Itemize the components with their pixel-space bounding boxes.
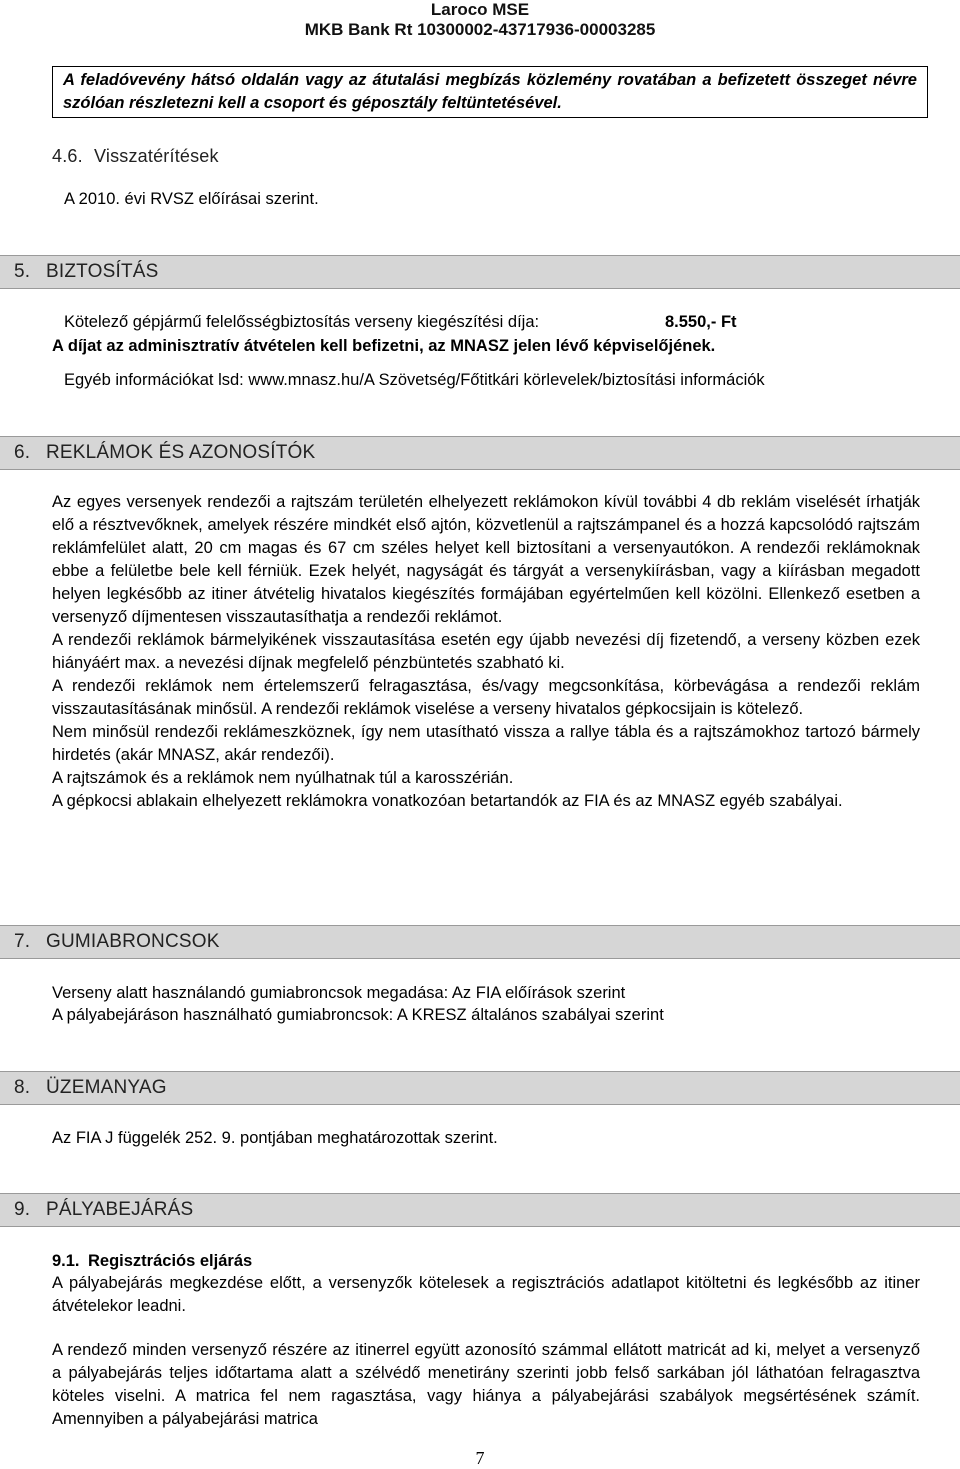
section-title: ÜZEMANYAG <box>46 1077 167 1098</box>
section-title: Visszatérítések <box>94 146 219 166</box>
section-9-heading <box>14 1198 193 1222</box>
tyre-rule-recce: A pályabejáráson használható gumiabroncsok: A KRESZ általános szabályai szerint <box>52 1006 664 1024</box>
org-name: Laroco MSE <box>430 0 530 19</box>
section-title: GUMIABRONCSOK <box>46 931 220 952</box>
paragraph: Nem minősül rendezői reklámeszköznek, így nem utasítható vissza a rallye tábla és a rajtszámokhoz tartozó bármely hirdetés (akár MNASZ, akár rendezői). <box>52 723 920 764</box>
insurance-fee-value: 8.550,- Ft <box>665 313 737 331</box>
section-number: 9. <box>14 1199 31 1220</box>
insurance-payment-note: A díjat az adminisztratív átvételen kell befizetni, az MNASZ jelen lévő képviselőjének. <box>52 337 716 355</box>
insurance-fee-label: Kötelező gépjármű felelősségbiztosítás verseny kiegészítési díja: <box>64 313 540 331</box>
section-6-band <box>0 436 960 470</box>
section-5-band <box>0 255 960 289</box>
section-title: PÁLYABEJÁRÁS <box>46 1199 194 1220</box>
tyre-rule-race: Verseny alatt használandó gumiabroncsok megadása: Az FIA előírások szerint <box>52 984 626 1002</box>
section-number: 7. <box>14 931 31 952</box>
mnasz-link[interactable]: www.mnasz.hu/A <box>248 371 374 389</box>
section-number: 4.6. <box>52 146 83 166</box>
section-4-6-text: A 2010. évi RVSZ előírásai szerint. <box>64 190 319 208</box>
fuel-rule: Az FIA J függelék 252. 9. pontjában meghatározottak szerint. <box>52 1129 498 1147</box>
bank-account: MKB Bank Rt 10300002-43717936-00003285 <box>304 20 656 39</box>
paragraph: A rendezői reklámok bármelyikének visszautasítása esetén egy újabb nevezési díj fizetendő, a verseny közben ezek hiányáért max. a nevezési díjnak megfelelő pénzbüntetés szabható ki. <box>52 631 920 672</box>
payment-notice-box: A feladóvevény hátsó oldalán vagy az átutalási megbízás közlemény rovatában a befizetett összeget névre szólóan részletezni kell a csoport és géposztály feltüntetésével. <box>52 66 928 118</box>
subsection-title: Regisztrációs eljárás <box>88 1252 253 1270</box>
section-title: REKLÁMOK ÉS AZONOSÍTÓK <box>46 442 316 463</box>
section-number: 6. <box>14 442 31 463</box>
paragraph: A gépkocsi ablakain elhelyezett reklámokra vonatkozóan betartandók az FIA és az MNASZ egyéb szabályai. <box>52 792 843 810</box>
paragraph: A rendezői reklámok nem értelemszerű felragasztása, és/vagy megcsonkítása, körbevágása a rendezői reklám visszautasításának minősül. A rendezői reklámok viselése a verseny hivatalos gépkocsijain is kötelező. <box>52 677 920 718</box>
info-suffix: Szövetség/Főtitkári körlevelek/biztosítási információk <box>378 371 765 389</box>
section-number: 5. <box>14 261 31 282</box>
section-number: 8. <box>14 1077 31 1098</box>
page-number: 7 <box>475 1448 485 1468</box>
section-8-heading <box>14 1076 167 1100</box>
section-9-band <box>0 1193 960 1227</box>
subsection-9-1-heading <box>52 1250 252 1272</box>
section-7-heading <box>14 930 220 954</box>
insurance-info-line <box>64 369 765 391</box>
info-prefix: Egyéb információkat lsd: <box>64 371 244 389</box>
section-4-6-heading <box>52 144 219 168</box>
section-8-band <box>0 1071 960 1105</box>
paragraph: Az egyes versenyek rendezői a rajtszám területén elhelyezett reklámokon kívül további 4 db reklám viselését írhatják elő a résztvevőknek, amelyek részére mindkét első ajtón, közvetlenül a rajtszámpanel és a hozzá kapcsolódó rajtszám reklámfelület alatt, 20 cm magas és 67 cm széles helyet kell biztosítani a versenyautókon. A rendezői reklámoknak ebbe a felületbe bele kell férniük. Ezek helyét, nagyságát és tárgyát a versenykiírásban, vagy a kiírásban megadott helyen legkésőbb az itiner átvételig hivatalos kiegészítés formájában egyértelműen kell közölni. Ellenkező esetben a versenyző díjmentesen visszautasíthatja a rendezői reklámot. <box>52 493 920 626</box>
section-7-band <box>0 925 960 959</box>
paragraph: A rajtszámok és a reklámok nem nyúlhatnak túl a karosszérián. <box>52 769 514 787</box>
registration-paragraph-1: A pályabejárás megkezdése előtt, a versenyzők kötelesek a regisztrációs adatlapot kitöltetni és legkésőbb az itiner átvételekor leadni. <box>52 1274 920 1315</box>
section-6-body <box>52 491 920 813</box>
section-title: BIZTOSÍTÁS <box>46 261 159 282</box>
subsection-number: 9.1. <box>52 1252 80 1270</box>
section-5-heading <box>14 260 159 284</box>
section-6-heading <box>14 441 315 465</box>
registration-paragraph-2: A rendező minden versenyző részére az itinerrel együtt azonosító számmal ellátott matricát ad ki, melyet a versenyző a pályabejárás teljes időtartama alatt a szélvédő menetirány szerinti jobb felső sarkában jól láthatóan felragasztva köteles viselni. A matrica fel nem ragasztása, vagy hiánya a pályabejárási szabályok megsértésének számít. Amennyiben a pályabejárási matrica <box>52 1341 920 1428</box>
